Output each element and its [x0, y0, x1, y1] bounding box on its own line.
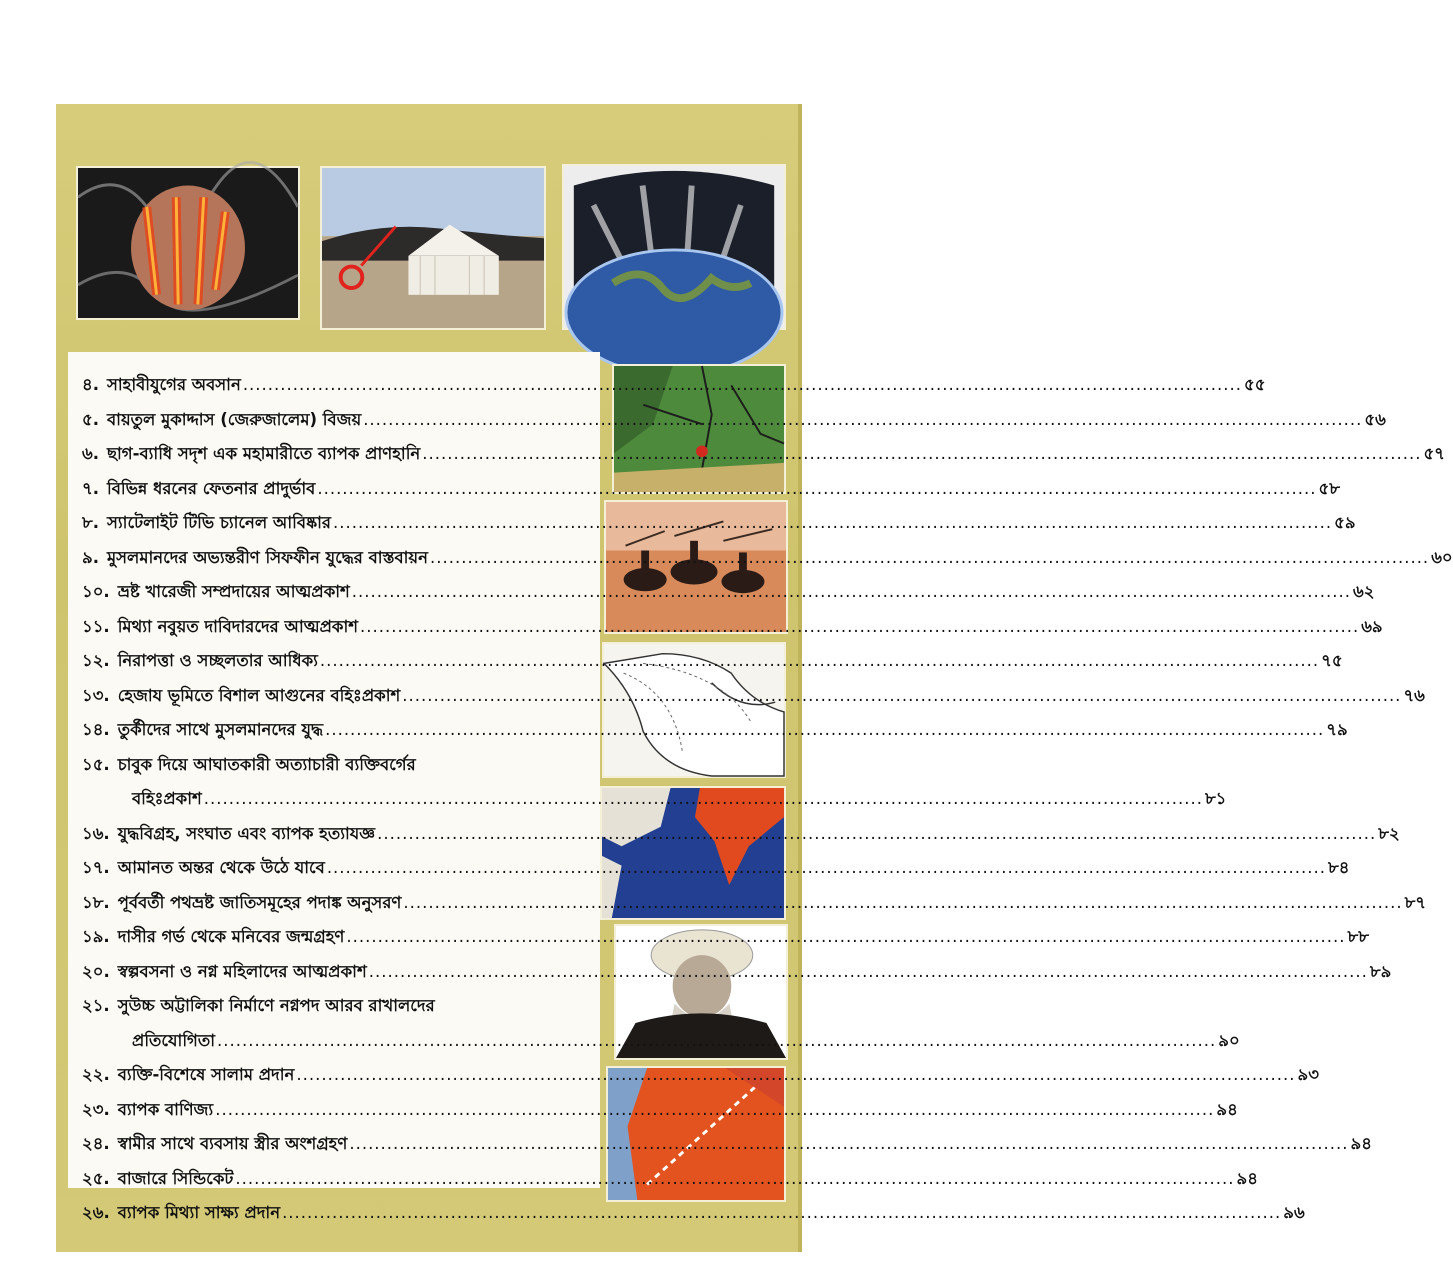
entry-page: ৫৫ [1244, 375, 1266, 394]
toc-entry[interactable] [82, 368, 1266, 403]
burning-hand-photo [76, 166, 300, 320]
earth-satellite-photo [562, 164, 786, 330]
entry-page: ৫৯ [1334, 513, 1356, 532]
entry-number: ১৭. [82, 858, 110, 877]
entry-page: ৭৫ [1321, 651, 1343, 670]
entry-title: ব্যাপক মিথ্যা সাক্ষ্য প্রদান [117, 1203, 281, 1222]
toc-entry[interactable] [82, 403, 1386, 438]
leader-dots [352, 575, 1351, 610]
entry-title: আমানত অন্তর থেকে উঠে যাবে [117, 858, 325, 877]
entry-title: ব্যাপক বাণিজ্য [117, 1099, 214, 1119]
entry-page: ৬২ [1352, 582, 1375, 601]
entry-title: তুর্কীদের সাথে মুসলমানদের যুদ্ধ [117, 720, 324, 739]
entry-page: ৫৭ [1423, 444, 1445, 463]
toc-entry[interactable] [82, 817, 1400, 852]
entry-number: ১৮. [82, 892, 110, 912]
entry-title: প্রতিযোগিতা [132, 1030, 216, 1050]
entry-page: ৭৬ [1403, 685, 1425, 705]
entry-title: চাবুক দিয়ে আঘাতকারী অত্যাচারী ব্যক্তিবর্গের [117, 754, 416, 774]
leader-dots [235, 1162, 1234, 1197]
entry-title: বহিঃপ্রকাশ [132, 789, 202, 808]
entry-number: ৬. [82, 444, 99, 463]
leader-dots [430, 541, 1429, 576]
entry-title: মিথ্যা নবুয়ত দাবিদারদের আত্মপ্রকাশ [117, 616, 359, 636]
entry-number: ২৪. [82, 1134, 110, 1153]
entry-number: ২৩. [82, 1099, 110, 1119]
entry-page: ৯৪ [1350, 1134, 1372, 1153]
entry-number: ১৪. [82, 720, 110, 739]
entry-title: ভ্রষ্ট খারেজী সম্প্রদায়ের আত্মপ্রকাশ [117, 582, 350, 601]
toc-entry[interactable] [82, 1162, 1258, 1197]
toc-entry[interactable] [82, 541, 1453, 576]
toc-entry-continuation[interactable] [82, 782, 1227, 817]
entry-page: ৮২ [1378, 823, 1400, 843]
entry-page: ৮৮ [1347, 927, 1369, 946]
toc-entry[interactable] [82, 1093, 1238, 1128]
entry-page: ৯০ [1218, 1030, 1240, 1050]
toc-entry[interactable] [82, 886, 1427, 921]
entry-title: পূর্ববর্তী পথভ্রষ্ট জাতিসমূহের পদাঙ্ক অনুসরণ [117, 892, 402, 912]
entry-page: ৬০ [1431, 547, 1453, 567]
leader-dots [363, 403, 1362, 438]
entry-number: ৭. [82, 478, 99, 498]
leader-dots [325, 713, 1324, 748]
entry-page: ৮৯ [1369, 961, 1392, 981]
entry-title: বিভিন্ন ধরনের ফেতনার প্রাদুর্ভাব [107, 478, 316, 498]
toc-entry[interactable] [82, 472, 1340, 507]
entry-title: স্বল্পবসনা ও নগ্ন মহিলাদের আত্মপ্রকাশ [117, 961, 367, 981]
entry-page: ৬৯ [1361, 616, 1383, 636]
entry-number: ৪. [82, 375, 99, 394]
entry-title: মুসলমানদের অভ্যন্তরীণ সিফফীন যুদ্ধের বাস্তবায়ন [106, 547, 428, 567]
entry-number: ১২. [82, 651, 110, 670]
entry-page: ৮১ [1204, 789, 1227, 808]
entry-page: ৮৪ [1328, 858, 1350, 877]
entry-number: ৮. [82, 513, 99, 532]
entry-number: ২২. [82, 1065, 110, 1084]
leader-dots [360, 610, 1359, 645]
leader-dots [403, 886, 1402, 921]
entry-number: ১৯. [82, 927, 110, 946]
entry-title: দাসীর গর্ভ থেকে মনিবের জন্মগ্রহণ [117, 927, 345, 946]
leader-dots [369, 955, 1368, 990]
leader-dots [327, 851, 1326, 886]
toc-entry[interactable] [82, 610, 1383, 645]
entry-title: ছাগ-ব্যাধি সদৃশ এক মহামারীতে ব্যাপক প্রাণহানি [107, 444, 421, 463]
toc-entry-continuation[interactable] [82, 1024, 1240, 1059]
leader-dots [422, 437, 1421, 472]
entry-title: যুদ্ধবিগ্রহ, সংঘাত এবং ব্যাপক হত্যাযজ্ঞ [117, 823, 376, 843]
entry-page: ৯৬ [1283, 1203, 1305, 1222]
entry-title: সাহাবীযুগের অবসান [106, 375, 241, 394]
leader-dots [377, 817, 1376, 852]
leader-dots [402, 679, 1401, 714]
entry-page: ৫৮ [1318, 478, 1340, 498]
entry-page: ৫৬ [1364, 409, 1386, 429]
entry-number: ২৬. [82, 1203, 110, 1222]
leader-dots [317, 472, 1316, 507]
entry-number: ২১. [82, 996, 110, 1015]
leader-dots [346, 920, 1345, 955]
leader-dots [320, 644, 1319, 679]
entry-number: ১১. [82, 616, 110, 636]
toc-entry[interactable] [82, 920, 1369, 955]
leader-dots [282, 1196, 1281, 1231]
entry-title: সুউচ্চ অট্টালিকা নির্মাণে নগ্নপদ আরব রাখালদের [117, 996, 435, 1015]
entry-number: ৯. [82, 547, 99, 567]
entry-number: ২৫. [82, 1168, 110, 1188]
leader-dots [215, 1093, 1214, 1128]
toc-entry[interactable] [82, 851, 1350, 886]
entry-page: ৮৭ [1404, 892, 1427, 912]
entry-title: হেজায ভূমিতে বিশাল আগুনের বহিঃপ্রকাশ [117, 685, 401, 705]
entry-title: বাজারে সিন্ডিকেট [117, 1168, 234, 1188]
toc-entry[interactable] [82, 1196, 1305, 1231]
entry-title: স্যাটেলাইট টিভি চ্যানেল আবিষ্কার [106, 513, 331, 532]
toc-entry[interactable] [82, 989, 578, 1024]
toc-entry[interactable] [82, 1058, 1319, 1093]
toc-entry[interactable] [82, 506, 1356, 541]
leader-dots [204, 782, 1203, 817]
toc-entry[interactable] [82, 748, 578, 783]
entry-number: ১৫. [82, 754, 110, 774]
entry-title: বায়তুল মুকাদ্দাস (জেরুজালেম) বিজয় [106, 409, 362, 429]
leader-dots [243, 368, 1242, 403]
entry-title: স্বামীর সাথে ব্যবসায় স্ত্রীর অংশগ্রহণ [117, 1134, 348, 1153]
table-of-contents [68, 352, 1453, 1222]
leader-dots [296, 1058, 1295, 1093]
entry-number: ১৩. [82, 685, 110, 705]
toc-entry[interactable] [82, 437, 1445, 472]
leader-dots [217, 1024, 1216, 1059]
entry-number: ৫. [82, 409, 99, 429]
toc-entry[interactable] [82, 713, 1348, 748]
entry-page: ৯৩ [1297, 1065, 1319, 1084]
entry-title: নিরাপত্তা ও সচ্ছলতার আধিক্য [117, 651, 318, 670]
entry-page: ৯৪ [1236, 1168, 1258, 1188]
entry-page: ৯৪ [1216, 1099, 1238, 1119]
toc-entry[interactable] [82, 1127, 1372, 1162]
tent-photo [320, 166, 546, 330]
toc-entry[interactable] [82, 575, 1375, 610]
toc-entry[interactable] [82, 679, 1425, 714]
leader-dots [333, 506, 1332, 541]
entry-number: ২০. [82, 961, 110, 981]
toc-entry[interactable] [82, 955, 1392, 990]
entry-page: ৭৯ [1326, 720, 1348, 739]
entry-number: ১০. [82, 582, 110, 601]
entry-number: ১৬. [82, 823, 110, 843]
entry-title: ব্যক্তি-বিশেষে সালাম প্রদান [117, 1065, 295, 1084]
toc-entry[interactable] [82, 644, 1343, 679]
leader-dots [349, 1127, 1348, 1162]
